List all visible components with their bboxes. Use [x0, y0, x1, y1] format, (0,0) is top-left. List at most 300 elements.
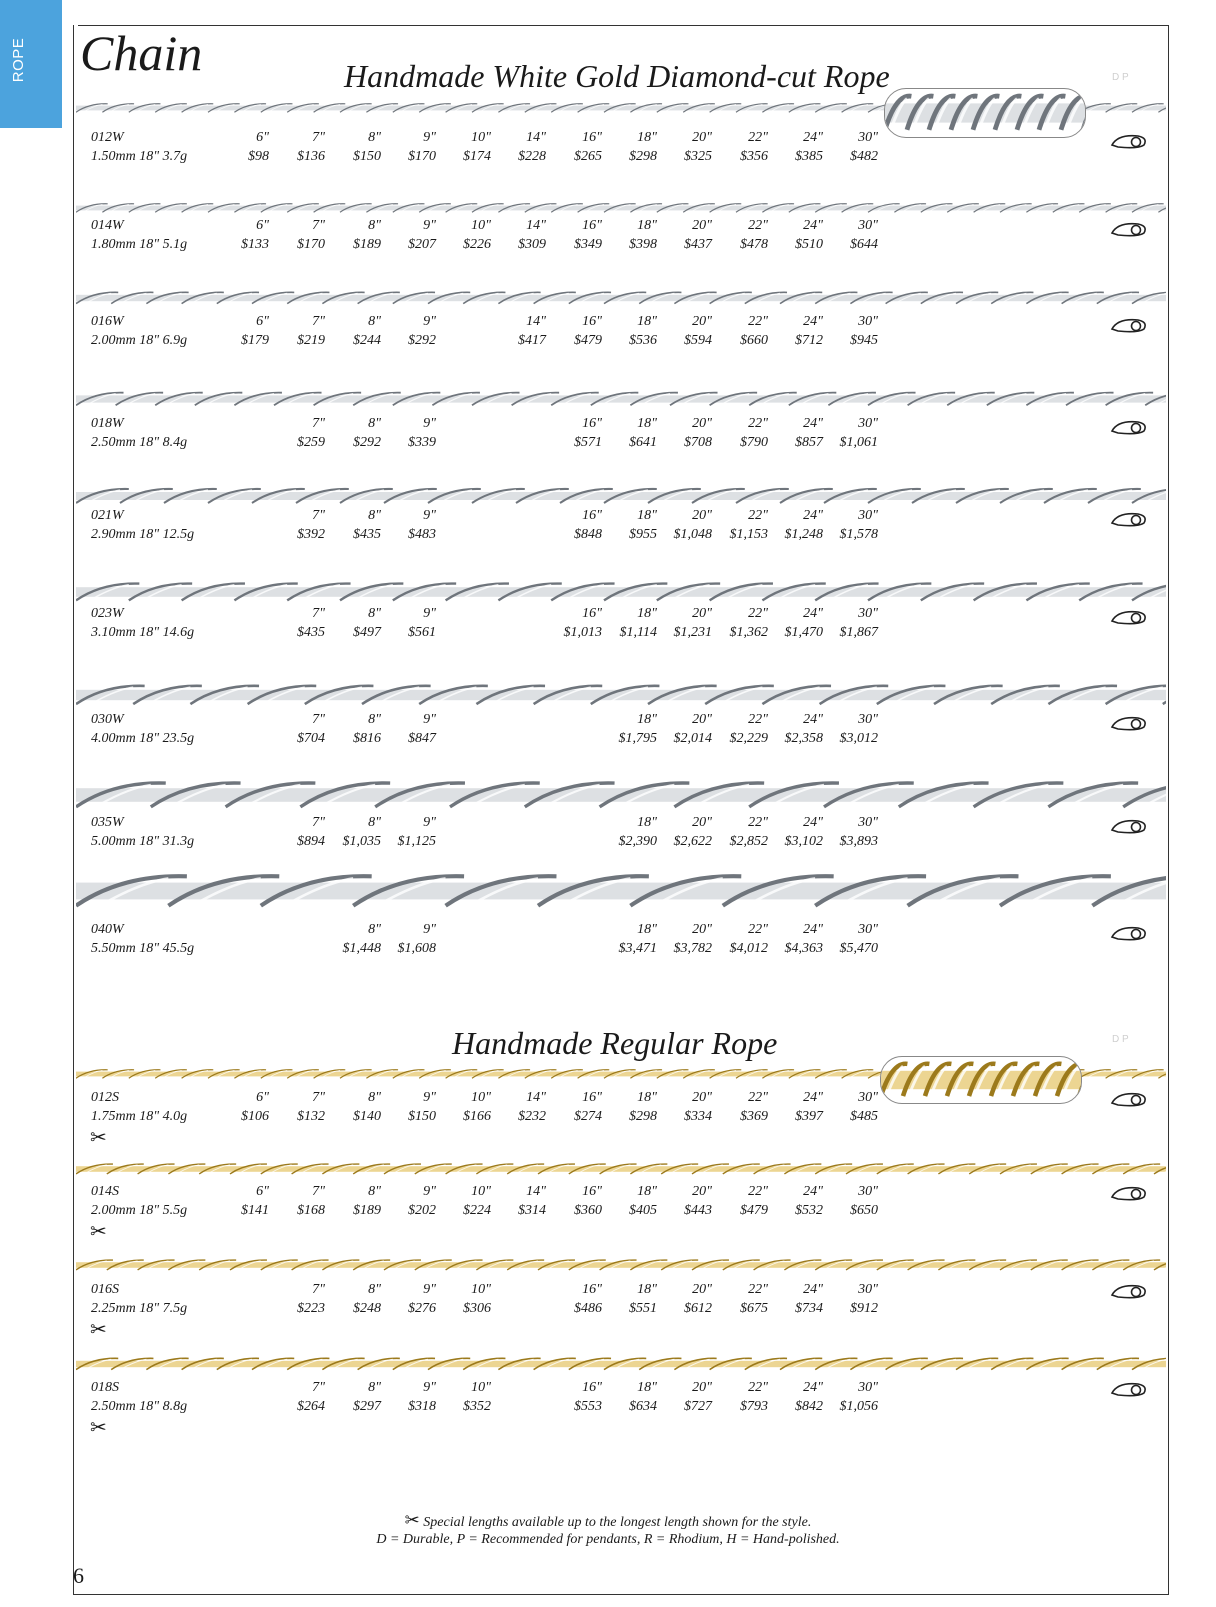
- price-cell: $644: [850, 237, 878, 252]
- length-cell: 20": [692, 508, 712, 523]
- footnote-line-1: Special lengths available up to the longest length shown for the style.: [423, 1515, 812, 1530]
- length-cell: 7": [312, 606, 325, 621]
- style-code: 016S: [91, 1282, 119, 1297]
- length-cell: 18": [637, 1282, 657, 1297]
- length-cell: 20": [692, 1184, 712, 1199]
- price-cell: $174: [463, 149, 491, 164]
- length-cell: 14": [526, 314, 546, 329]
- length-cell: 30": [858, 1282, 878, 1297]
- length-cell: 22": [748, 508, 768, 523]
- price-cell: $848: [574, 527, 602, 542]
- length-cell: 30": [858, 1380, 878, 1395]
- style-spec: 1.75mm 18" 4.0g: [91, 1109, 188, 1124]
- style-spec: 1.80mm 18" 5.1g: [91, 237, 188, 252]
- style-spec: 2.00mm 18" 5.5g: [91, 1203, 188, 1218]
- length-cell: 9": [423, 712, 436, 727]
- scissor-icon: ✂: [90, 1319, 107, 1341]
- chain-image-030w: [76, 682, 1166, 708]
- price-cell: $483: [408, 527, 436, 542]
- length-cell: 24": [803, 712, 823, 727]
- price-cell: $790: [740, 435, 768, 450]
- clasp-icon: [1108, 608, 1150, 626]
- price-cell: $482: [850, 149, 878, 164]
- length-cell: 18": [637, 606, 657, 621]
- length-cell: 20": [692, 1380, 712, 1395]
- price-cell: $339: [408, 435, 436, 450]
- price-cell: $561: [408, 625, 436, 640]
- length-cell: 8": [368, 218, 381, 233]
- price-cell: $2,358: [784, 731, 823, 746]
- price-cell: $397: [795, 1109, 823, 1124]
- length-cell: 10": [471, 1184, 491, 1199]
- price-cell: $912: [850, 1301, 878, 1316]
- price-cell: $226: [463, 237, 491, 252]
- length-cell: 8": [368, 1380, 381, 1395]
- length-cell: 24": [803, 1380, 823, 1395]
- length-cell: 9": [423, 416, 436, 431]
- price-cell: $734: [795, 1301, 823, 1316]
- length-cell: 6": [256, 130, 269, 145]
- length-cell: 16": [582, 1090, 602, 1105]
- chain-image-018w: [76, 390, 1166, 408]
- clasp-icon: [1108, 924, 1150, 942]
- price-cell: $136: [297, 149, 325, 164]
- price-cell: $98: [248, 149, 269, 164]
- clasp-icon: [1108, 714, 1150, 732]
- price-cell: $1,867: [839, 625, 878, 640]
- length-cell: 18": [637, 922, 657, 937]
- price-cell: $318: [408, 1399, 436, 1414]
- price-cell: $356: [740, 149, 768, 164]
- price-cell: $708: [684, 435, 712, 450]
- price-cell: $2,229: [729, 731, 768, 746]
- frame-bottom: [73, 1594, 1169, 1595]
- price-cell: $479: [574, 333, 602, 348]
- style-code: 016W: [91, 314, 124, 329]
- style-code: 018W: [91, 416, 124, 431]
- length-cell: 10": [471, 1090, 491, 1105]
- length-cell: 14": [526, 1090, 546, 1105]
- price-cell: $435: [353, 527, 381, 542]
- length-cell: 22": [748, 1380, 768, 1395]
- clasp-icon: [1108, 220, 1150, 238]
- length-cell: 24": [803, 508, 823, 523]
- style-code: 014S: [91, 1184, 119, 1199]
- length-cell: 6": [256, 314, 269, 329]
- price-cell: $392: [297, 527, 325, 542]
- length-cell: 10": [471, 218, 491, 233]
- style-code: 040W: [91, 922, 124, 937]
- style-code: 018S: [91, 1380, 119, 1395]
- price-cell: $945: [850, 333, 878, 348]
- style-spec: 2.90mm 18" 12.5g: [91, 527, 195, 542]
- frame-right: [1168, 25, 1169, 1595]
- length-cell: 8": [368, 1184, 381, 1199]
- price-cell: $352: [463, 1399, 491, 1414]
- length-cell: 16": [582, 1380, 602, 1395]
- length-cell: 22": [748, 1090, 768, 1105]
- style-spec: 2.50mm 18" 8.8g: [91, 1399, 188, 1414]
- price-cell: $297: [353, 1399, 381, 1414]
- length-cell: 22": [748, 815, 768, 830]
- price-cell: $132: [297, 1109, 325, 1124]
- price-cell: $264: [297, 1399, 325, 1414]
- style-code: 023W: [91, 606, 124, 621]
- price-cell: $816: [353, 731, 381, 746]
- price-cell: $3,782: [673, 941, 712, 956]
- page-number: 6: [73, 1563, 84, 1588]
- length-cell: 9": [423, 606, 436, 621]
- chain-image-014w: [76, 202, 1166, 214]
- footnote-line-2: D = Durable, P = Recommended for pendants, R = Rhodium, H = Hand-polished.: [376, 1532, 840, 1547]
- scissor-icon: ✂: [90, 1221, 107, 1243]
- length-cell: 24": [803, 1282, 823, 1297]
- length-cell: 30": [858, 712, 878, 727]
- length-cell: 22": [748, 416, 768, 431]
- style-spec: 4.00mm 18" 23.5g: [91, 731, 195, 746]
- length-cell: 7": [312, 1090, 325, 1105]
- price-cell: $1,013: [563, 625, 602, 640]
- style-spec: 2.50mm 18" 8.4g: [91, 435, 188, 450]
- price-cell: $3,102: [784, 834, 823, 849]
- price-cell: $443: [684, 1203, 712, 1218]
- length-cell: 10": [471, 1380, 491, 1395]
- length-cell: 10": [471, 130, 491, 145]
- price-cell: $4,012: [729, 941, 768, 956]
- length-cell: 6": [256, 1184, 269, 1199]
- length-cell: 7": [312, 130, 325, 145]
- length-cell: 30": [858, 1184, 878, 1199]
- price-cell: $248: [353, 1301, 381, 1316]
- length-cell: 8": [368, 416, 381, 431]
- length-cell: 22": [748, 218, 768, 233]
- price-cell: $133: [241, 237, 269, 252]
- price-cell: $1,578: [839, 527, 878, 542]
- length-cell: 20": [692, 314, 712, 329]
- length-cell: 30": [858, 815, 878, 830]
- price-cell: $660: [740, 333, 768, 348]
- price-cell: $894: [297, 834, 325, 849]
- length-cell: 30": [858, 1090, 878, 1105]
- price-cell: $265: [574, 149, 602, 164]
- length-cell: 14": [526, 130, 546, 145]
- price-cell: $189: [353, 237, 381, 252]
- length-cell: 7": [312, 1282, 325, 1297]
- price-cell: $1,061: [839, 435, 878, 450]
- style-code: 014W: [91, 218, 124, 233]
- length-cell: 9": [423, 1380, 436, 1395]
- price-cell: $675: [740, 1301, 768, 1316]
- length-cell: 9": [423, 815, 436, 830]
- price-cell: $207: [408, 237, 436, 252]
- length-cell: 22": [748, 712, 768, 727]
- length-cell: 20": [692, 416, 712, 431]
- length-cell: 18": [637, 314, 657, 329]
- section-title-white-gold: Handmade White Gold Diamond-cut Rope: [344, 58, 890, 94]
- price-cell: $842: [795, 1399, 823, 1414]
- price-cell: $325: [684, 149, 712, 164]
- length-cell: 20": [692, 712, 712, 727]
- price-cell: $437: [684, 237, 712, 252]
- price-cell: $292: [408, 333, 436, 348]
- price-cell: $536: [629, 333, 657, 348]
- style-code: 012W: [91, 130, 124, 145]
- price-cell: $223: [297, 1301, 325, 1316]
- length-cell: 22": [748, 922, 768, 937]
- price-cell: $298: [629, 149, 657, 164]
- page-title: Chain: [80, 25, 203, 81]
- length-cell: 18": [637, 1090, 657, 1105]
- length-cell: 10": [471, 1282, 491, 1297]
- length-cell: 9": [423, 314, 436, 329]
- length-cell: 24": [803, 815, 823, 830]
- style-spec: 5.50mm 18" 45.5g: [91, 941, 195, 956]
- price-cell: $1,153: [729, 527, 768, 542]
- scissor-icon: ✂: [90, 1127, 107, 1149]
- length-cell: 24": [803, 1090, 823, 1105]
- price-cell: $398: [629, 237, 657, 252]
- price-cell: $1,795: [618, 731, 657, 746]
- length-cell: 9": [423, 508, 436, 523]
- price-cell: $170: [408, 149, 436, 164]
- price-cell: $3,012: [839, 731, 878, 746]
- price-cell: $704: [297, 731, 325, 746]
- price-cell: $485: [850, 1109, 878, 1124]
- price-cell: $1,362: [729, 625, 768, 640]
- clasp-icon: [1108, 1184, 1150, 1202]
- price-cell: $641: [629, 435, 657, 450]
- length-cell: 16": [582, 416, 602, 431]
- length-cell: 18": [637, 1184, 657, 1199]
- price-cell: $170: [297, 237, 325, 252]
- price-cell: $276: [408, 1301, 436, 1316]
- price-cell: $594: [684, 333, 712, 348]
- length-cell: 30": [858, 922, 878, 937]
- price-cell: $405: [629, 1203, 657, 1218]
- style-code: 035W: [91, 815, 124, 830]
- length-cell: 7": [312, 815, 325, 830]
- length-cell: 7": [312, 712, 325, 727]
- length-cell: 20": [692, 606, 712, 621]
- price-cell: $612: [684, 1301, 712, 1316]
- price-cell: $551: [629, 1301, 657, 1316]
- length-cell: 24": [803, 606, 823, 621]
- scissor-icon: ✂: [404, 1510, 420, 1530]
- length-cell: 7": [312, 218, 325, 233]
- price-cell: $189: [353, 1203, 381, 1218]
- length-cell: 8": [368, 508, 381, 523]
- length-cell: 16": [582, 1282, 602, 1297]
- length-cell: 30": [858, 606, 878, 621]
- price-cell: $510: [795, 237, 823, 252]
- price-cell: $793: [740, 1399, 768, 1414]
- length-cell: 6": [256, 1090, 269, 1105]
- price-cell: $712: [795, 333, 823, 348]
- length-cell: 9": [423, 922, 436, 937]
- price-cell: $417: [518, 333, 546, 348]
- price-cell: $2,390: [618, 834, 657, 849]
- price-cell: $179: [241, 333, 269, 348]
- clasp-icon: [1108, 510, 1150, 528]
- length-cell: 18": [637, 712, 657, 727]
- clasp-icon: [1108, 316, 1150, 334]
- price-cell: $1,231: [673, 625, 712, 640]
- frame-left: [73, 25, 74, 1595]
- price-cell: $435: [297, 625, 325, 640]
- clasp-icon: [1108, 817, 1150, 835]
- clasp-icon: [1108, 418, 1150, 436]
- chain-zoom-white-gold: [884, 88, 1086, 138]
- length-cell: 8": [368, 712, 381, 727]
- price-cell: $634: [629, 1399, 657, 1414]
- style-spec: 5.00mm 18" 31.3g: [91, 834, 195, 849]
- length-cell: 9": [423, 1282, 436, 1297]
- price-cell: $298: [629, 1109, 657, 1124]
- length-cell: 16": [582, 508, 602, 523]
- chain-image-023w: [76, 580, 1166, 604]
- clasp-icon: [1108, 1380, 1150, 1398]
- length-cell: 30": [858, 130, 878, 145]
- price-cell: $532: [795, 1203, 823, 1218]
- length-cell: 9": [423, 130, 436, 145]
- length-cell: 7": [312, 314, 325, 329]
- price-cell: $150: [353, 149, 381, 164]
- price-cell: $292: [353, 435, 381, 450]
- length-cell: 30": [858, 218, 878, 233]
- price-cell: $2,622: [673, 834, 712, 849]
- length-cell: 16": [582, 314, 602, 329]
- price-cell: $150: [408, 1109, 436, 1124]
- length-cell: 22": [748, 1184, 768, 1199]
- price-cell: $202: [408, 1203, 436, 1218]
- length-cell: 16": [582, 130, 602, 145]
- price-cell: $497: [353, 625, 381, 640]
- section-badge-regular: D P: [1112, 1034, 1129, 1045]
- price-cell: $349: [574, 237, 602, 252]
- style-code: 030W: [91, 712, 124, 727]
- footnote-special-lengths: [0, 1510, 1216, 1531]
- price-cell: $274: [574, 1109, 602, 1124]
- footnote-legend: [0, 1532, 1216, 1548]
- length-cell: 18": [637, 416, 657, 431]
- style-spec: 2.25mm 18" 7.5g: [91, 1301, 188, 1316]
- price-cell: $1,248: [784, 527, 823, 542]
- price-cell: $4,363: [784, 941, 823, 956]
- price-cell: $478: [740, 237, 768, 252]
- length-cell: 22": [748, 606, 768, 621]
- length-cell: 20": [692, 218, 712, 233]
- price-cell: $486: [574, 1301, 602, 1316]
- length-cell: 16": [582, 606, 602, 621]
- length-cell: 8": [368, 314, 381, 329]
- price-cell: $309: [518, 237, 546, 252]
- clasp-icon: [1108, 1090, 1150, 1108]
- price-cell: $244: [353, 333, 381, 348]
- price-cell: $479: [740, 1203, 768, 1218]
- length-cell: 8": [368, 922, 381, 937]
- price-cell: $1,125: [397, 834, 436, 849]
- length-cell: 22": [748, 130, 768, 145]
- length-cell: 7": [312, 416, 325, 431]
- price-cell: $219: [297, 333, 325, 348]
- style-spec: 3.10mm 18" 14.6g: [91, 625, 195, 640]
- length-cell: 18": [637, 1380, 657, 1395]
- price-cell: $650: [850, 1203, 878, 1218]
- price-cell: $3,471: [618, 941, 657, 956]
- style-code: 012S: [91, 1090, 119, 1105]
- length-cell: 30": [858, 314, 878, 329]
- frame-top: [78, 25, 1168, 26]
- length-cell: 16": [582, 1184, 602, 1199]
- price-cell: $847: [408, 731, 436, 746]
- length-cell: 20": [692, 1090, 712, 1105]
- style-spec: 1.50mm 18" 3.7g: [91, 149, 188, 164]
- length-cell: 16": [582, 218, 602, 233]
- price-cell: $140: [353, 1109, 381, 1124]
- length-cell: 22": [748, 314, 768, 329]
- price-cell: $141: [241, 1203, 269, 1218]
- chain-image-040w: [76, 870, 1166, 912]
- price-cell: $369: [740, 1109, 768, 1124]
- chain-image-016s: [76, 1258, 1166, 1272]
- price-cell: $224: [463, 1203, 491, 1218]
- side-tab: [0, 0, 62, 128]
- price-cell: $571: [574, 435, 602, 450]
- length-cell: 24": [803, 314, 823, 329]
- length-cell: 24": [803, 416, 823, 431]
- length-cell: 20": [692, 1282, 712, 1297]
- price-cell: $334: [684, 1109, 712, 1124]
- price-cell: $553: [574, 1399, 602, 1414]
- length-cell: 6": [256, 218, 269, 233]
- length-cell: 30": [858, 508, 878, 523]
- price-cell: $5,470: [839, 941, 878, 956]
- chain-image-021w: [76, 486, 1166, 506]
- clasp-icon: [1108, 132, 1150, 150]
- clasp-icon: [1108, 1282, 1150, 1300]
- length-cell: 24": [803, 130, 823, 145]
- length-cell: 22": [748, 1282, 768, 1297]
- length-cell: 18": [637, 815, 657, 830]
- chain-image-016w: [76, 290, 1166, 306]
- price-cell: $314: [518, 1203, 546, 1218]
- length-cell: 7": [312, 508, 325, 523]
- price-cell: $1,448: [342, 941, 381, 956]
- price-cell: $2,852: [729, 834, 768, 849]
- length-cell: 20": [692, 815, 712, 830]
- price-cell: $2,014: [673, 731, 712, 746]
- price-cell: $360: [574, 1203, 602, 1218]
- length-cell: 8": [368, 130, 381, 145]
- price-cell: $727: [684, 1399, 712, 1414]
- scissor-icon: ✂: [90, 1417, 107, 1439]
- chain-zoom-regular: [880, 1056, 1082, 1104]
- price-cell: $1,056: [839, 1399, 878, 1414]
- length-cell: 8": [368, 606, 381, 621]
- section-badge-white-gold: D P: [1112, 72, 1129, 83]
- length-cell: 18": [637, 508, 657, 523]
- length-cell: 14": [526, 218, 546, 233]
- price-cell: $1,048: [673, 527, 712, 542]
- length-cell: 8": [368, 1282, 381, 1297]
- chain-image-018s: [76, 1356, 1166, 1372]
- length-cell: 8": [368, 815, 381, 830]
- price-cell: $1,470: [784, 625, 823, 640]
- style-code: 021W: [91, 508, 124, 523]
- length-cell: 8": [368, 1090, 381, 1105]
- price-cell: $1,035: [342, 834, 381, 849]
- length-cell: 14": [526, 1184, 546, 1199]
